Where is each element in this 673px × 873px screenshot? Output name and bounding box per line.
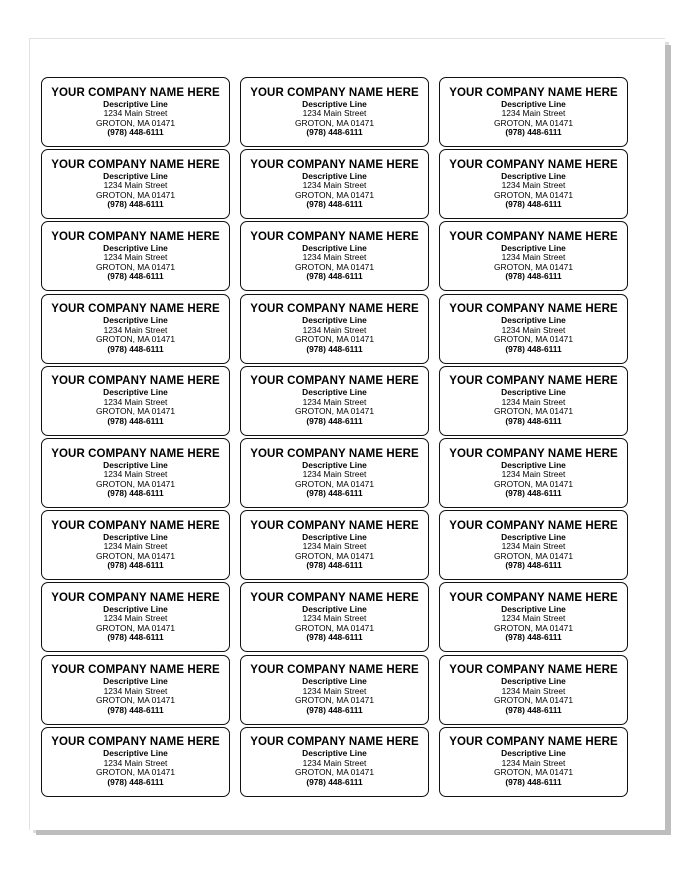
street-address: 1234 Main Street (103, 324, 168, 335)
descriptive-line: Descriptive Line (103, 98, 168, 109)
company-name: YOUR COMPANY NAME HERE (250, 303, 419, 316)
city-state-zip: GROTON, MA 01471 (96, 550, 175, 561)
street-address: 1234 Main Street (302, 541, 367, 552)
phone-number: (978) 448-6111 (107, 343, 164, 354)
phone-number: (978) 448-6111 (505, 488, 562, 498)
descriptive-line: Descriptive Line (302, 459, 367, 470)
street-address: 1234 Main Street (103, 613, 168, 624)
phone-number: (978) 448-6111 (505, 199, 562, 210)
address-label (439, 294, 628, 364)
phone-number: (978) 448-6111 (306, 776, 363, 787)
city-state-zip: GROTON, MA 01471 (494, 334, 573, 345)
descriptive-line: Descriptive Line (501, 170, 566, 181)
phone-number: (978) 448-6111 (505, 127, 562, 137)
address-label (240, 582, 429, 652)
descriptive-line: Descriptive Line (302, 603, 367, 614)
address-label (41, 149, 230, 219)
descriptive-line: Descriptive Line (501, 98, 566, 109)
address-label (439, 438, 628, 508)
street-address: 1234 Main Street (103, 396, 168, 407)
street-address: 1234 Main Street (302, 324, 367, 335)
company-name: YOUR COMPANY NAME HERE (51, 158, 220, 171)
descriptive-line: Descriptive Line (501, 315, 566, 326)
address-label (41, 77, 230, 147)
phone-number: (978) 448-6111 (505, 632, 562, 643)
street-address: 1234 Main Street (302, 685, 367, 696)
city-state-zip: GROTON, MA 01471 (96, 117, 175, 128)
descriptive-line: Descriptive Line (501, 387, 566, 398)
street-address: 1234 Main Street (501, 469, 566, 479)
company-name: YOUR COMPANY NAME HERE (250, 447, 419, 460)
descriptive-line: Descriptive Line (103, 603, 168, 614)
city-state-zip: GROTON, MA 01471 (295, 478, 374, 489)
street-address: 1234 Main Street (501, 396, 566, 407)
phone-number: (978) 448-6111 (505, 704, 562, 715)
descriptive-line: Descriptive Line (302, 748, 367, 759)
street-address: 1234 Main Street (103, 685, 168, 696)
city-state-zip: GROTON, MA 01471 (295, 695, 374, 706)
address-label (240, 294, 429, 364)
address-label (41, 655, 230, 725)
address-label (41, 221, 230, 291)
street-address: 1234 Main Street (501, 252, 566, 263)
street-address: 1234 Main Street (302, 252, 367, 263)
phone-number: (978) 448-6111 (107, 199, 164, 210)
address-label (439, 221, 628, 291)
company-name: YOUR COMPANY NAME HERE (449, 86, 618, 99)
company-name: YOUR COMPANY NAME HERE (51, 664, 220, 677)
city-state-zip: GROTON, MA 01471 (295, 406, 374, 417)
city-state-zip: GROTON, MA 01471 (96, 478, 175, 489)
address-label (439, 366, 628, 436)
descriptive-line: Descriptive Line (103, 315, 168, 326)
descriptive-line: Descriptive Line (501, 603, 566, 614)
street-address: 1234 Main Street (103, 252, 168, 263)
address-label (240, 438, 429, 508)
address-label (240, 366, 429, 436)
city-state-zip: GROTON, MA 01471 (295, 334, 374, 345)
company-name: YOUR COMPANY NAME HERE (449, 230, 618, 243)
city-state-zip: GROTON, MA 01471 (494, 117, 573, 128)
descriptive-line: Descriptive Line (103, 387, 168, 398)
address-label (41, 294, 230, 364)
descriptive-line: Descriptive Line (103, 242, 168, 253)
address-label (439, 510, 628, 580)
company-name: YOUR COMPANY NAME HERE (250, 519, 419, 532)
city-state-zip: GROTON, MA 01471 (295, 117, 374, 128)
street-address: 1234 Main Street (501, 613, 566, 624)
company-name: YOUR COMPANY NAME HERE (250, 375, 419, 388)
street-address: 1234 Main Street (103, 541, 168, 552)
address-label (240, 221, 429, 291)
address-label (240, 510, 429, 580)
address-label (439, 149, 628, 219)
phone-number: (978) 448-6111 (505, 560, 562, 571)
phone-number: (978) 448-6111 (107, 776, 164, 787)
phone-number: (978) 448-6111 (107, 704, 164, 715)
city-state-zip: GROTON, MA 01471 (494, 550, 573, 561)
street-address: 1234 Main Street (302, 108, 367, 118)
company-name: YOUR COMPANY NAME HERE (449, 591, 618, 604)
street-address: 1234 Main Street (501, 324, 566, 335)
descriptive-line: Descriptive Line (501, 242, 566, 253)
phone-number: (978) 448-6111 (306, 632, 363, 643)
company-name: YOUR COMPANY NAME HERE (51, 86, 220, 99)
phone-number: (978) 448-6111 (107, 127, 164, 137)
phone-number: (978) 448-6111 (505, 415, 562, 426)
address-label (41, 727, 230, 797)
address-label (439, 655, 628, 725)
phone-number: (978) 448-6111 (306, 343, 363, 354)
phone-number: (978) 448-6111 (107, 488, 164, 498)
label-grid (41, 77, 630, 799)
phone-number: (978) 448-6111 (505, 776, 562, 787)
descriptive-line: Descriptive Line (302, 387, 367, 398)
phone-number: (978) 448-6111 (107, 560, 164, 571)
city-state-zip: GROTON, MA 01471 (494, 622, 573, 633)
city-state-zip: GROTON, MA 01471 (494, 478, 573, 489)
city-state-zip: GROTON, MA 01471 (494, 406, 573, 417)
city-state-zip: GROTON, MA 01471 (96, 695, 175, 706)
company-name: YOUR COMPANY NAME HERE (449, 303, 618, 316)
city-state-zip: GROTON, MA 01471 (295, 550, 374, 561)
descriptive-line: Descriptive Line (103, 531, 168, 542)
company-name: YOUR COMPANY NAME HERE (51, 230, 220, 243)
phone-number: (978) 448-6111 (306, 560, 363, 571)
descriptive-line: Descriptive Line (302, 170, 367, 181)
street-address: 1234 Main Street (501, 685, 566, 696)
company-name: YOUR COMPANY NAME HERE (449, 736, 618, 749)
phone-number: (978) 448-6111 (107, 632, 164, 643)
address-label (41, 510, 230, 580)
descriptive-line: Descriptive Line (103, 170, 168, 181)
company-name: YOUR COMPANY NAME HERE (51, 303, 220, 316)
descriptive-line: Descriptive Line (501, 459, 566, 470)
street-address: 1234 Main Street (302, 469, 367, 479)
street-address: 1234 Main Street (103, 108, 168, 118)
street-address: 1234 Main Street (103, 469, 168, 479)
street-address: 1234 Main Street (501, 757, 566, 768)
address-label (439, 727, 628, 797)
company-name: YOUR COMPANY NAME HERE (51, 519, 220, 532)
phone-number: (978) 448-6111 (306, 127, 363, 137)
address-label (240, 77, 429, 147)
city-state-zip: GROTON, MA 01471 (96, 406, 175, 417)
city-state-zip: GROTON, MA 01471 (295, 767, 374, 778)
address-label (240, 149, 429, 219)
address-label (41, 582, 230, 652)
company-name: YOUR COMPANY NAME HERE (51, 447, 220, 460)
company-name: YOUR COMPANY NAME HERE (51, 736, 220, 749)
street-address: 1234 Main Street (302, 396, 367, 407)
address-label (439, 582, 628, 652)
company-name: YOUR COMPANY NAME HERE (449, 447, 618, 460)
city-state-zip: GROTON, MA 01471 (96, 622, 175, 633)
phone-number: (978) 448-6111 (306, 704, 363, 715)
company-name: YOUR COMPANY NAME HERE (51, 375, 220, 388)
address-label (240, 727, 429, 797)
phone-number: (978) 448-6111 (505, 271, 562, 282)
phone-number: (978) 448-6111 (107, 271, 164, 282)
descriptive-line: Descriptive Line (302, 315, 367, 326)
street-address: 1234 Main Street (302, 757, 367, 768)
city-state-zip: GROTON, MA 01471 (96, 767, 175, 778)
city-state-zip: GROTON, MA 01471 (494, 261, 573, 272)
city-state-zip: GROTON, MA 01471 (494, 695, 573, 706)
address-label (240, 655, 429, 725)
company-name: YOUR COMPANY NAME HERE (250, 664, 419, 677)
descriptive-line: Descriptive Line (302, 531, 367, 542)
address-label (41, 366, 230, 436)
street-address: 1234 Main Street (103, 757, 168, 768)
company-name: YOUR COMPANY NAME HERE (250, 86, 419, 99)
company-name: YOUR COMPANY NAME HERE (51, 591, 220, 604)
phone-number: (978) 448-6111 (306, 271, 363, 282)
company-name: YOUR COMPANY NAME HERE (250, 591, 419, 604)
city-state-zip: GROTON, MA 01471 (96, 189, 175, 200)
street-address: 1234 Main Street (501, 541, 566, 552)
phone-number: (978) 448-6111 (505, 343, 562, 354)
city-state-zip: GROTON, MA 01471 (295, 622, 374, 633)
descriptive-line: Descriptive Line (302, 676, 367, 687)
city-state-zip: GROTON, MA 01471 (96, 334, 175, 345)
descriptive-line: Descriptive Line (501, 748, 566, 759)
company-name: YOUR COMPANY NAME HERE (250, 158, 419, 171)
city-state-zip: GROTON, MA 01471 (295, 189, 374, 200)
phone-number: (978) 448-6111 (306, 488, 363, 498)
descriptive-line: Descriptive Line (501, 531, 566, 542)
city-state-zip: GROTON, MA 01471 (295, 261, 374, 272)
descriptive-line: Descriptive Line (302, 242, 367, 253)
descriptive-line: Descriptive Line (103, 748, 168, 759)
city-state-zip: GROTON, MA 01471 (494, 767, 573, 778)
company-name: YOUR COMPANY NAME HERE (449, 158, 618, 171)
city-state-zip: GROTON, MA 01471 (494, 189, 573, 200)
company-name: YOUR COMPANY NAME HERE (449, 519, 618, 532)
descriptive-line: Descriptive Line (302, 98, 367, 109)
company-name: YOUR COMPANY NAME HERE (449, 375, 618, 388)
phone-number: (978) 448-6111 (107, 415, 164, 426)
phone-number: (978) 448-6111 (306, 415, 363, 426)
street-address: 1234 Main Street (501, 108, 566, 118)
street-address: 1234 Main Street (302, 613, 367, 624)
descriptive-line: Descriptive Line (103, 676, 168, 687)
street-address: 1234 Main Street (302, 180, 367, 191)
descriptive-line: Descriptive Line (103, 459, 168, 470)
phone-number: (978) 448-6111 (306, 199, 363, 210)
address-label (41, 438, 230, 508)
street-address: 1234 Main Street (501, 180, 566, 191)
city-state-zip: GROTON, MA 01471 (96, 261, 175, 272)
street-address: 1234 Main Street (103, 180, 168, 191)
company-name: YOUR COMPANY NAME HERE (250, 736, 419, 749)
company-name: YOUR COMPANY NAME HERE (449, 664, 618, 677)
address-label (439, 77, 628, 147)
company-name: YOUR COMPANY NAME HERE (250, 230, 419, 243)
descriptive-line: Descriptive Line (501, 676, 566, 687)
